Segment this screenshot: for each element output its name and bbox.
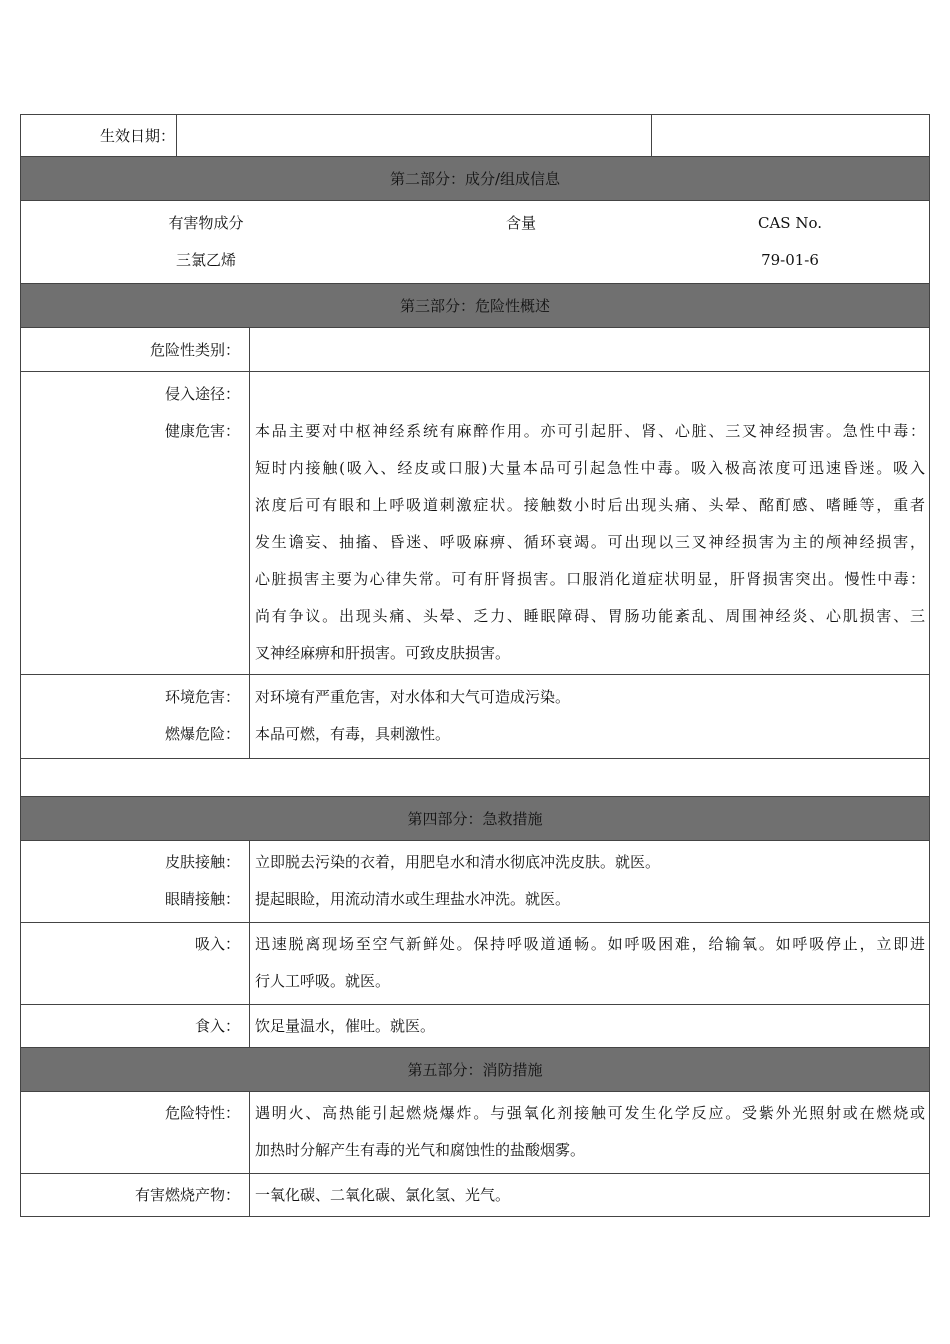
effective-date-extra bbox=[651, 115, 929, 156]
combustion-products-row bbox=[20, 1173, 930, 1217]
eye-value: 提起眼睑，用流动清水或生理盐水冲洗。就医。 bbox=[255, 890, 571, 908]
msds-sheet bbox=[20, 114, 930, 1217]
inhale-label: 吸入： bbox=[194, 935, 240, 953]
eye-label: 眼睛接触： bbox=[164, 890, 240, 908]
health-line: 尚有争议。出现头痛、头晕、乏力、睡眠障碍、胃肠功能紊乱、周围神经炎、心肌损害、三 bbox=[255, 607, 925, 625]
health-line: 发生谵妄、抽搐、昏迷、呼吸麻痹、循环衰竭。可出现以三叉神经损害为主的颅神经损害， bbox=[255, 533, 925, 551]
fire-hazard-block bbox=[20, 1091, 930, 1173]
effective-date-label: 生效日期： bbox=[99, 127, 175, 145]
fire-hazard-line: 加热时分解产生有毒的光气和腐蚀性的盐酸烟雾。 bbox=[255, 1141, 586, 1159]
ingest-value: 饮足量温水，催吐。就医。 bbox=[249, 1005, 929, 1047]
hazard-class-value bbox=[249, 328, 929, 371]
table-row bbox=[21, 242, 929, 279]
health-block bbox=[20, 371, 930, 674]
ingest-row bbox=[20, 1004, 930, 1047]
explosion-value: 本品可燃，有毒，具刺激性。 bbox=[255, 725, 451, 743]
inhale-line: 行人工呼吸。就医。 bbox=[255, 972, 391, 990]
spacer-row bbox=[20, 759, 930, 796]
col-cas-header: CAS No. bbox=[757, 214, 822, 232]
content-cell bbox=[391, 242, 651, 279]
substance-cell: 三氯乙烯 bbox=[175, 251, 236, 269]
hazard-class-label: 危险性类别： bbox=[149, 341, 240, 359]
part4-header: 第四部分：急救措施 bbox=[20, 796, 930, 840]
health-line: 心脏损害主要为心律失常。可有肝肾损害。口服消化道症状明显，肝肾损害突出。慢性中毒： bbox=[255, 570, 925, 588]
combustion-products-value: 一氧化碳、二氧化碳、氯化氢、光气。 bbox=[249, 1174, 929, 1216]
health-line: 本品主要对中枢神经系统有麻醉作用。亦可引起肝、肾、心脏、三叉神经损害。急性中毒： bbox=[255, 422, 925, 440]
cas-cell: 79-01-6 bbox=[761, 251, 819, 269]
part2-header: 第二部分：成分/组成信息 bbox=[20, 156, 930, 200]
ingest-label: 食入： bbox=[194, 1017, 240, 1035]
env-label: 环境危害： bbox=[164, 688, 240, 706]
combustion-products-label: 有害燃烧产物： bbox=[134, 1186, 240, 1204]
env-explosion-block bbox=[20, 674, 930, 759]
health-label: 健康危害： bbox=[164, 422, 240, 440]
effective-date-row bbox=[20, 114, 930, 156]
skin-value: 立即脱去污染的衣着，用肥皂水和清水彻底冲洗皮肤。就医。 bbox=[255, 853, 661, 871]
effective-date-value bbox=[176, 115, 651, 156]
health-line: 浓度后可有眼和上呼吸道刺激症状。接触数小时后出现头痛、头晕、酩酊感、嗜睡等，重者 bbox=[255, 496, 925, 514]
env-value: 对环境有严重危害，对水体和大气可造成污染。 bbox=[255, 688, 571, 706]
route-label: 侵入途径： bbox=[164, 385, 240, 403]
health-line: 短时内接触(吸入、经皮或口服)大量本品可引起急性中毒。吸入极高浓度可迅速昏迷。吸入 bbox=[255, 459, 925, 477]
col-substance-header: 有害物成分 bbox=[168, 214, 244, 232]
fire-hazard-line: 遇明火、高热能引起燃烧爆炸。与强氧化剂接触可发生化学反应。受紫外光照射或在燃烧或 bbox=[255, 1104, 925, 1122]
composition-table bbox=[20, 200, 930, 283]
col-content-header: 含量 bbox=[505, 214, 536, 232]
skin-label: 皮肤接触： bbox=[164, 853, 240, 871]
part5-header: 第五部分：消防措施 bbox=[20, 1047, 930, 1091]
hazard-class-row bbox=[20, 327, 930, 371]
health-line: 叉神经麻痹和肝损害。可致皮肤损害。 bbox=[255, 644, 511, 662]
explosion-label: 燃爆危险： bbox=[164, 725, 240, 743]
part3-header: 第三部分：危险性概述 bbox=[20, 283, 930, 327]
inhale-line: 迅速脱离现场至空气新鲜处。保持呼吸道通畅。如呼吸困难，给输氧。如呼吸停止，立即进 bbox=[255, 935, 925, 953]
route-value bbox=[255, 376, 925, 413]
fire-hazard-label: 危险特性： bbox=[164, 1104, 240, 1122]
skin-eye-block bbox=[20, 840, 930, 922]
inhale-block bbox=[20, 922, 930, 1004]
